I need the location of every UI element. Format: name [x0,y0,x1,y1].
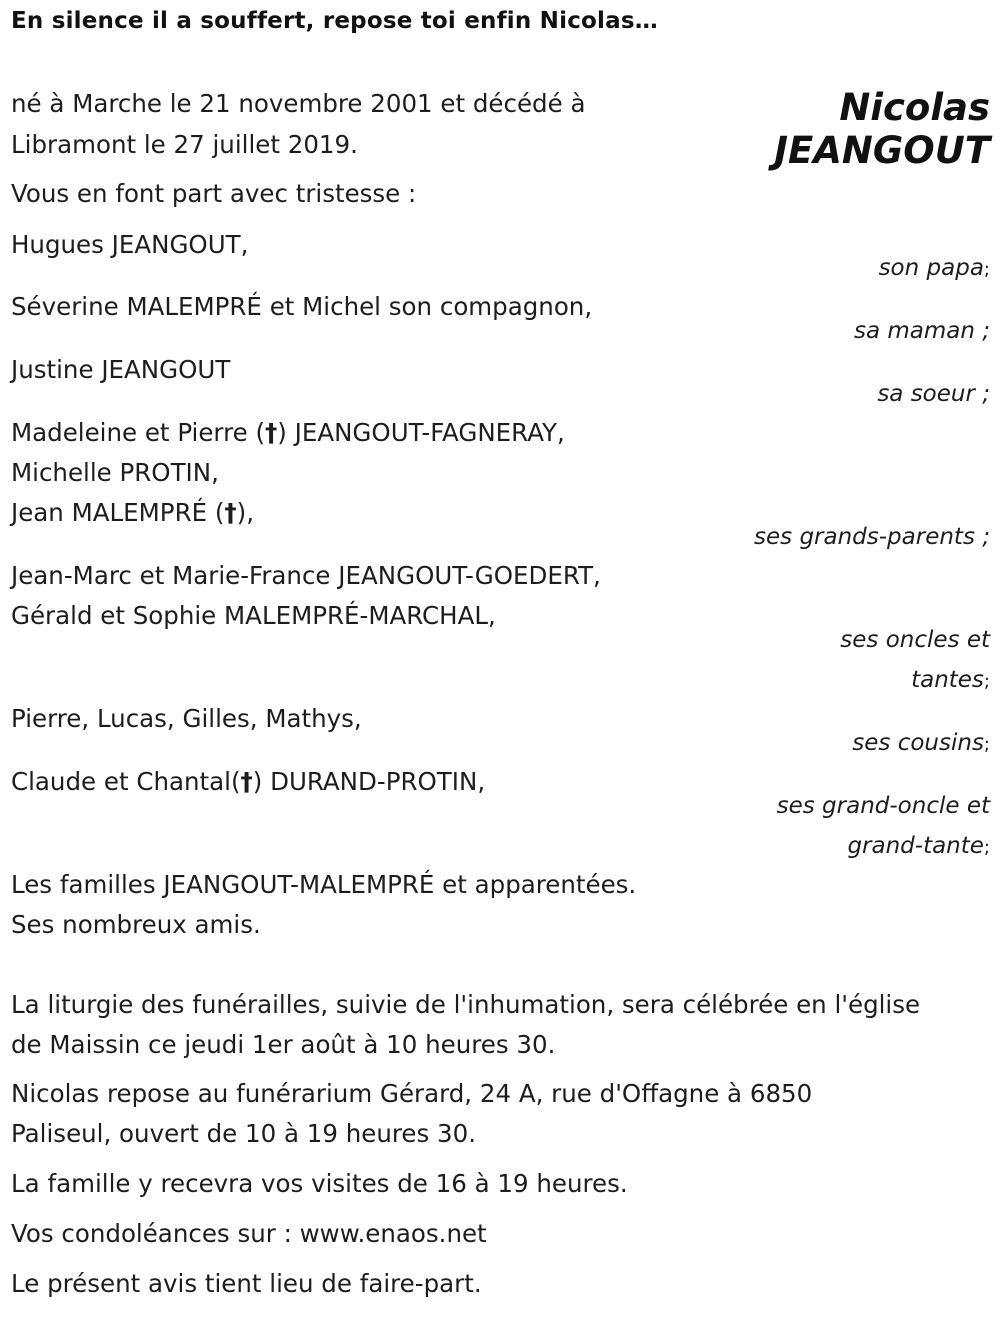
grandparents-line-1 [11,413,565,453]
announce-text: Vous en font part avec tristesse : [11,179,417,208]
grandparents-role: ses grands-parents ; [754,524,990,550]
great-uncle-names-end: ) DURAND-PROTIN, [252,767,486,796]
grandparents-line-1-end: ) JEANGOUT-FAGNERAY, [277,418,565,447]
cross-icon: † [224,498,237,527]
headline: En silence il a souffert, repose toi enfin Nicolas… [11,8,658,34]
uncles-role-line-1: ses oncles et [840,627,990,653]
papa-role [879,248,990,290]
deceased-last-name: JEANGOUT [774,129,990,172]
visits-line: La famille y recevra vos visites de 16 à 19 heures. [11,1169,628,1198]
grandparents-line-3 [11,493,254,533]
semicolon: ; [983,837,990,858]
funerarium-line-2: Paliseul, ouvert de 10 à 19 heures 30. [11,1119,476,1148]
deceased-first-name: Nicolas [839,86,990,129]
funerarium-line-1: Nicolas repose au funérarium Gérard, 24 A, rue d'Offagne à 6850 [11,1079,813,1108]
great-uncle-role-line-2-text: grand-tante [847,833,984,859]
liturgy-line-2: de Maissin ce jeudi 1er août à 10 heures 30. [11,1030,556,1059]
faire-part-line: Le présent avis tient lieu de faire-part. [11,1269,482,1298]
semicolon: ; [983,671,990,692]
cousins-role [852,723,990,765]
soeur-name: Justine JEANGOUT [11,355,231,384]
birth-death-line-2: Libramont le 27 juillet 2019. [11,130,358,159]
cousins-names: Pierre, Lucas, Gilles, Mathys, [11,704,362,733]
great-uncle-names [11,762,485,802]
grandparents-line-3-end: ), [236,498,255,527]
families-line: Les familles JEANGOUT-MALEMPRÉ et apparentées. [11,870,637,899]
grandparents-line-2: Michelle PROTIN, [11,458,219,487]
papa-name: Hugues JEANGOUT, [11,230,249,259]
papa-role-text: son papa [878,255,984,281]
birth-death-line-1: né à Marche le 21 novembre 2001 et décédé à [11,89,586,118]
semicolon: ; [983,259,990,280]
semicolon: ; [983,734,990,755]
uncles-line-1: Jean-Marc et Marie-France JEANGOUT-GOEDERT, [11,561,601,590]
great-uncle-role-line-1: ses grand-oncle et [776,793,990,819]
cousins-role-text: ses cousins [852,730,984,756]
grandparents-line-1-start: Madeleine et Pierre ( [11,418,266,447]
cross-icon: † [240,767,253,796]
soeur-role: sa soeur ; [877,381,990,407]
grandparents-line-3-start: Jean MALEMPRÉ ( [11,498,225,527]
condolences-line: Vos condoléances sur : www.enaos.net [11,1219,487,1248]
great-uncle-names-start: Claude et Chantal( [11,767,241,796]
cross-icon: † [265,418,278,447]
maman-role: sa maman ; [853,318,990,344]
uncles-role-line-2-text: tantes [911,667,984,693]
great-uncle-role-line-2 [847,826,990,868]
maman-name: Séverine MALEMPRÉ et Michel son compagnon, [11,292,593,321]
liturgy-line-1: La liturgie des funérailles, suivie de l'inhumation, sera célébrée en l'église [11,990,921,1019]
deceased-name [774,86,990,172]
uncles-role-line-2 [911,660,990,702]
friends-line: Ses nombreux amis. [11,910,261,939]
uncles-line-2: Gérald et Sophie MALEMPRÉ-MARCHAL, [11,601,496,630]
